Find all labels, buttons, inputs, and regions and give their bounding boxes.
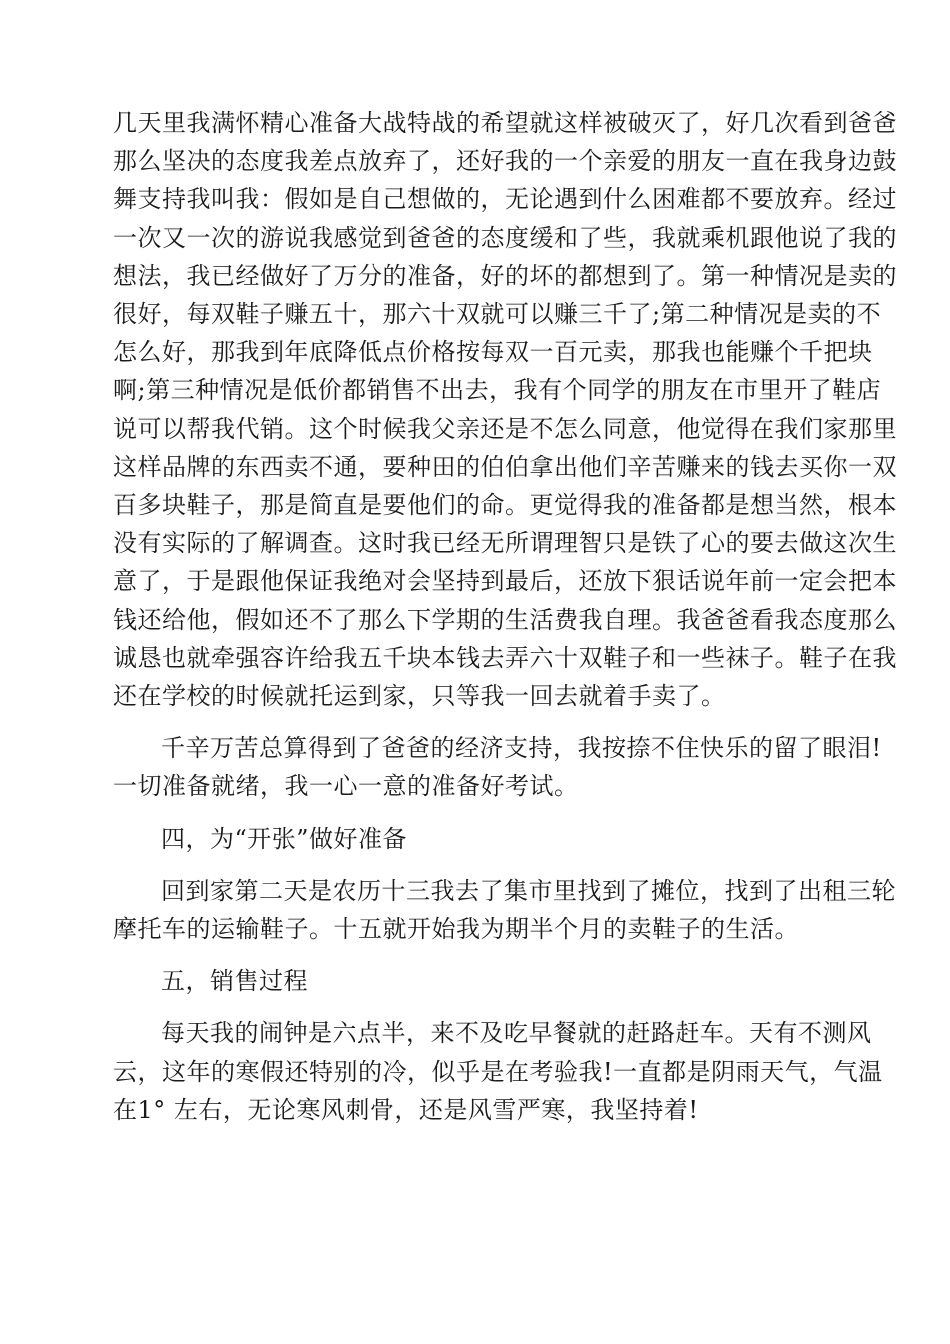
text-line: 一切准备就绪，我一心一意的准备好考试。 [113,772,579,801]
text-line: 说可以帮我代销。这个时候我父亲还是不怎么同意，他觉得在我们家那里 [113,414,897,443]
body-paragraph-2 [113,729,882,805]
body-paragraph-4 [113,1014,883,1129]
text-line: 回到家第二天是农历十三我去了集市里找到了摊位，找到了出租三轮 [161,876,896,905]
body-paragraph-3 [113,872,896,948]
text-line: 钱还给他，假如还不了那么下学期的生活费我自理。我爸爸看我态度那么 [113,605,897,634]
heading-text: 四，为“开张”做好准备 [161,824,408,853]
text-line: 这样品牌的东西卖不通，要种田的伯伯拿出他们辛苦赚来的钱去买你一双 [113,452,897,481]
text-line: 啊;第三种情况是低价都销售不出去，我有个同学的朋友在市里开了鞋店 [113,376,882,405]
text-line: 那么坚决的态度我差点放弃了，还好我的一个亲爱的朋友一直在我身边鼓 [113,147,897,176]
text-line: 怎么好，那我到年底降低点价格按每双一百元卖，那我也能赚个千把块 [113,338,873,367]
text-line: 没有实际的了解调查。这时我已经无所谓理智只是铁了心的要去做这次生 [113,529,897,558]
document-page [113,104,897,1129]
heading-text: 五，销售过程 [161,967,308,996]
body-paragraph-1 [113,104,897,715]
text-line: 百多块鞋子，那是简直是要他们的命。更觉得我的准备都是想当然，根本 [113,491,897,520]
text-line: 摩托车的运输鞋子。十五就开始我为期半个月的卖鞋子的生活。 [113,915,799,944]
text-line: 想法，我已经做好了万分的准备，好的坏的都想到了。第一种情况是卖的 [113,261,897,290]
text-line: 千辛万苦总算得到了爸爸的经济支持，我按捺不住快乐的留了眼泪! [161,734,882,763]
section-heading-4 [113,820,835,858]
text-line: 诚恳也就牵强容许给我五千块本钱去弄六十双鞋子和一些袜子。鞋子在我 [113,643,897,672]
text-line: 还在学校的时候就托运到家，只等我一回去就着手卖了。 [113,682,726,711]
text-line: 几天里我满怀精心准备大战特战的希望就这样被破灭了，好几次看到爸爸 [113,109,897,137]
text-line: 在1° 左右，无论寒风刺骨，还是风雪严寒，我坚持着! [113,1095,699,1124]
text-line: 一次又一次的游说我感觉到爸爸的态度缓和了些，我就乘机跟他说了我的 [113,223,897,252]
text-line: 每天我的闹钟是六点半，来不及吃早餐就的赶路赶车。天有不测风 [161,1019,872,1048]
text-line: 云，这年的寒假还特别的冷，似乎是在考验我!一直都是阴雨天气，气温 [113,1057,883,1086]
section-heading-5 [113,962,835,1000]
text-line: 很好，每双鞋子赚五十，那六十双就可以赚三千了;第二种情况是卖的不 [113,300,882,329]
text-line: 舞支持我叫我：假如是自己想做的，无论遇到什么困难都不要放弃。经过 [113,185,897,214]
text-line: 意了，于是跟他保证我绝对会坚持到最后，还放下狠话说年前一定会把本 [113,567,897,596]
